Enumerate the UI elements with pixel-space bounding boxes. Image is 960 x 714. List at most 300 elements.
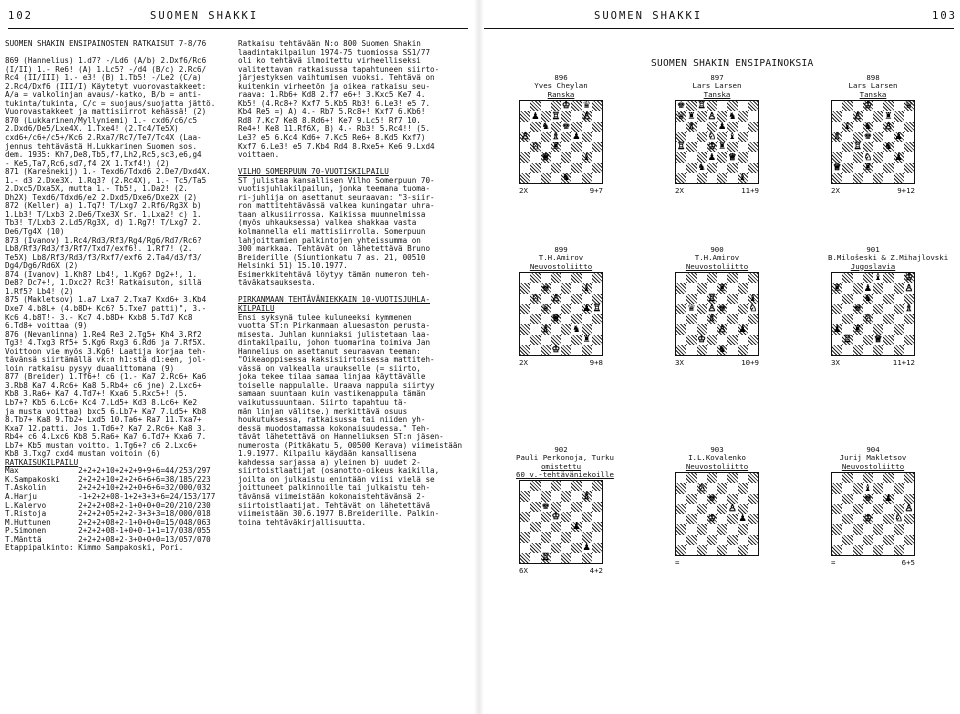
board-square — [863, 142, 873, 152]
board-square — [530, 553, 540, 563]
board-square — [541, 512, 551, 522]
black-knight-icon: ♞ — [728, 110, 737, 122]
problem-num: 899 — [554, 245, 568, 254]
text-line: jennus tehtävästä H.Lukkarinen Suomen sos. — [5, 141, 198, 151]
board-square — [707, 514, 717, 524]
board-square — [883, 483, 893, 493]
board-square — [748, 473, 758, 483]
board-square — [582, 553, 592, 563]
board-square — [520, 101, 530, 111]
board-square — [561, 152, 571, 162]
black-pawn-icon: ♟ — [863, 282, 873, 294]
board-square — [697, 524, 707, 534]
text-line: Vuorovastakkeet ja mattisiirrot kehässä! (2) — [5, 107, 207, 117]
board-square — [717, 142, 727, 152]
text-line: Lb8/Rf3/Rd3/f3/Rf7/Txd7/exf6!. 1.Rf7! (2. — [5, 244, 193, 254]
problem-country: Tanska — [859, 89, 887, 99]
board-square — [853, 304, 863, 314]
board-square — [530, 152, 540, 162]
problem-task: 2X — [519, 358, 528, 367]
white-pawn-icon: ♙ — [904, 503, 914, 515]
text-line: 1.9.1977. Kilpailu käydään kansallisena — [238, 449, 417, 459]
board-square — [832, 514, 842, 524]
board-square — [717, 483, 727, 493]
board-square — [904, 122, 914, 132]
board-square — [686, 545, 696, 555]
black-knight-icon: ♞ — [863, 120, 873, 132]
board-square — [832, 314, 842, 324]
text-line: Lb7+? Kb5 6.Lc6+ Kc4 7.Ld5+ Kd3 8.Lc6+ Ke2 — [5, 397, 198, 407]
problem-country: Tanska — [703, 89, 731, 99]
text-line: Lb7+ Kb5 mustan voitto. 1.Tg6+? c6 2.Lxc6+ — [5, 440, 198, 450]
board-square — [541, 491, 551, 501]
white-queen-icon: ♕ — [541, 151, 550, 163]
board-square — [842, 273, 852, 283]
board-square — [853, 514, 863, 524]
board-square — [707, 473, 717, 483]
board-square — [717, 494, 727, 504]
board-square — [686, 524, 696, 534]
problem-country: omistettu — [540, 461, 582, 471]
board-square — [676, 483, 686, 493]
board-square — [561, 324, 571, 334]
text-line: 870 (Lukkarinen/Myllyniemi) 1.- cxd6/c6/c5 — [5, 115, 198, 125]
board-square — [894, 294, 904, 304]
board-square — [686, 473, 696, 483]
board-square — [571, 173, 581, 183]
board-square — [697, 494, 707, 504]
board-square — [697, 122, 707, 132]
piece-count: 9+12 — [897, 186, 915, 195]
board-square — [904, 283, 914, 293]
piece-count: 6+5 — [901, 558, 915, 567]
problem-num: 901 — [866, 245, 880, 254]
board-square — [592, 173, 602, 183]
board-square — [832, 473, 842, 483]
text-line: Helsinki 51) 15.10.1977. — [238, 261, 348, 271]
board-square — [842, 545, 852, 555]
text-line: ron mattitehtävässä valkea kuningatar uhra- — [238, 201, 435, 211]
white-king-icon: ♔ — [863, 513, 873, 525]
board-square — [873, 524, 883, 534]
board-square — [842, 504, 852, 514]
board-square — [748, 494, 758, 504]
board-square — [697, 514, 707, 524]
board-square — [863, 294, 873, 304]
board-square — [748, 142, 758, 152]
board-square — [727, 345, 737, 355]
board-square — [551, 324, 561, 334]
board-square — [853, 283, 863, 293]
board-square — [530, 163, 540, 173]
text-line: Tb3! T/Lxb3 2.Ld5/Rg3X, d) 1.Rg7! T/Lxg7 2. — [5, 218, 202, 228]
chess-problem — [828, 446, 918, 567]
board-square — [842, 314, 852, 324]
chess-problem — [516, 246, 606, 367]
board-square — [853, 473, 863, 483]
chess-board — [675, 472, 759, 556]
piece-count: 9+8 — [589, 358, 603, 367]
board-square — [686, 152, 696, 162]
board-square — [883, 345, 893, 355]
text-line: vuotta ST:n Pirkanmaan aluesaston perusta- — [238, 321, 431, 331]
problem-country: Neuvostoliitto — [841, 461, 905, 471]
white-knight-icon: ♘ — [697, 482, 706, 494]
black-rook-icon: ♜ — [582, 333, 591, 345]
board-square — [697, 545, 707, 555]
text-line: taan alkusiirrossa. Kaikissa muunnelmissa — [238, 209, 426, 219]
white-pawn-icon: ♙ — [728, 503, 737, 515]
board-square — [530, 345, 540, 355]
board-square — [832, 304, 842, 314]
board-square — [592, 481, 602, 491]
white-rook-icon: ♖ — [676, 141, 686, 153]
text-line: 872 (Keller) a) 1.Tq7! T/Lxg7 2.Rf6/Rg3X b) — [5, 201, 202, 211]
board-square — [530, 491, 540, 501]
text-line: Tg3! 4.Txg3 Rf5+ 5.Kg6 Rxg3 6.Rd6 ja 7.Rf5X. — [5, 338, 207, 348]
board-square — [883, 173, 893, 183]
board-square — [727, 101, 737, 111]
board-square — [883, 514, 893, 524]
black-knight-icon: ♞ — [884, 141, 893, 153]
text-line: 869 (Hannelius) 1.d7? -/Ld6 (A/b) 2.Dxf6/Rc6 — [5, 56, 207, 66]
board-square — [592, 142, 602, 152]
problem-footer — [519, 566, 603, 575]
text-line: Esimerkkitehtävä löytyy tämän numeron teh- — [238, 269, 431, 279]
board-square — [894, 545, 904, 555]
white-bishop-icon: ♗ — [904, 303, 914, 315]
board-square — [717, 163, 727, 173]
board-square — [883, 473, 893, 483]
chess-problem — [516, 445, 614, 575]
board-square — [582, 152, 592, 162]
problem-num: 903 — [710, 445, 724, 454]
white-pawn-icon: ♙ — [582, 110, 591, 122]
board-square — [520, 522, 530, 532]
white-bishop-icon: ♗ — [707, 313, 717, 325]
board-square — [551, 273, 561, 283]
white-king-icon: ♔ — [551, 344, 561, 356]
board-square — [551, 512, 561, 522]
board-square — [582, 163, 592, 173]
board-square — [863, 163, 873, 173]
text-line: De8? Dc7+!, 1.Dxc2? Rc3! Ratkaisuton, sillä — [5, 278, 202, 288]
board-square — [832, 152, 842, 162]
text-line: toina tehtäväkirjallisuutta. — [238, 517, 367, 527]
board-square — [561, 553, 571, 563]
board-square — [592, 553, 602, 563]
piece-count: 11+9 — [741, 186, 759, 195]
board-square — [894, 483, 904, 493]
board-square — [717, 545, 727, 555]
white-rook-icon: ♖ — [843, 333, 852, 345]
text-line: Kb8 3.Ra6+ Ka7 4.Td7+! Kxa6 5.Rxc5+! (5. — [5, 389, 188, 399]
white-pawn-icon: ♙ — [853, 110, 862, 122]
board-square — [541, 522, 551, 532]
board-square — [541, 132, 551, 142]
board-square — [842, 524, 852, 534]
text-line: Hannelius on asettanut seuraavan teeman: — [238, 346, 421, 356]
board-square — [541, 283, 551, 293]
black-knight-icon: ♞ — [561, 172, 571, 184]
board-square — [686, 122, 696, 132]
board-square — [561, 304, 571, 314]
white-pawn-icon: ♙ — [904, 282, 914, 294]
board-square — [592, 152, 602, 162]
white-queen-icon: ♕ — [728, 151, 737, 163]
board-square — [873, 335, 883, 345]
board-square — [748, 335, 758, 345]
board-square — [873, 473, 883, 483]
text-line: dem. 1935: Kh7,De8,Tb5,f7,Lh2,Rc5,sc3,e6,g4 — [5, 150, 202, 160]
header-rule — [484, 28, 954, 29]
text-line: 1.Rf5? Lb4! (2) — [5, 286, 74, 296]
board-square — [541, 553, 551, 563]
black-pawn-icon: ♟ — [572, 521, 581, 533]
board-square — [582, 481, 592, 491]
board-square — [727, 163, 737, 173]
chess-board — [675, 100, 759, 184]
board-square — [686, 535, 696, 545]
board-square — [707, 345, 717, 355]
board-square — [520, 111, 530, 121]
board-square — [582, 491, 592, 501]
board-square — [686, 163, 696, 173]
board-square — [853, 494, 863, 504]
white-pawn-icon: ♙ — [520, 131, 530, 143]
board-square — [717, 314, 727, 324]
board-square — [727, 335, 737, 345]
board-square — [738, 142, 748, 152]
board-square — [738, 545, 748, 555]
board-square — [883, 152, 893, 162]
board-square — [707, 273, 717, 283]
text-line: 1.- d3 2.Dxe3X. 1.Rq3? (2.Rc4X), 1.- Tc5/Ta5 — [5, 175, 207, 185]
black-pawn-icon: ♟ — [884, 492, 893, 504]
board-square — [894, 273, 904, 283]
problem-caption — [828, 245, 949, 272]
board-square — [894, 345, 904, 355]
board-square — [863, 473, 873, 483]
board-square — [697, 111, 707, 121]
board-square — [883, 111, 893, 121]
problem-task: 2X — [519, 186, 528, 195]
board-square — [883, 142, 893, 152]
board-square — [748, 535, 758, 545]
board-square — [842, 324, 852, 334]
board-square — [842, 335, 852, 345]
board-square — [873, 163, 883, 173]
text-line: toiselle nappulalle. Uraava nappula siirtyy — [238, 380, 435, 390]
board-square — [530, 335, 540, 345]
white-king-icon: ♔ — [707, 141, 717, 153]
board-square — [904, 524, 914, 534]
board-square — [883, 101, 893, 111]
problem-footer — [675, 186, 759, 195]
board-square — [904, 514, 914, 524]
board-square — [541, 324, 551, 334]
board-square — [738, 173, 748, 183]
text-line: A.Harju -1+2+2+08-1+2+3+3+6=24/153/177 — [5, 491, 216, 501]
problem-num: 900 — [710, 245, 724, 254]
board-square — [727, 273, 737, 283]
board-square — [873, 142, 883, 152]
board-square — [727, 324, 737, 334]
board-square — [571, 163, 581, 173]
black-pawn-icon: ♟ — [894, 131, 903, 143]
board-square — [676, 514, 686, 524]
board-square — [873, 122, 883, 132]
white-knight-icon: ♘ — [531, 141, 540, 153]
board-square — [520, 543, 530, 553]
problem-num: 898 — [866, 73, 880, 82]
board-square — [697, 473, 707, 483]
board-square — [541, 163, 551, 173]
board-square — [551, 553, 561, 563]
board-square — [842, 132, 852, 142]
board-square — [738, 494, 748, 504]
board-square — [520, 314, 530, 324]
board-square — [582, 111, 592, 121]
black-pawn-icon: ♟ — [531, 110, 540, 122]
problem-country2: 60 v.-tehtäväniekoille — [516, 470, 614, 480]
board-square — [571, 152, 581, 162]
white-bishop-icon: ♗ — [541, 323, 550, 335]
board-square — [541, 335, 551, 345]
white-king-icon: ♔ — [904, 272, 914, 284]
text-line: A/a = valkolinjan avaus/-katko, B/b = anti- — [5, 90, 202, 100]
board-square — [520, 132, 530, 142]
board-square — [904, 545, 914, 555]
board-square — [686, 111, 696, 121]
text-line: 871 (Karešnekij) 1.- Texd6/Tdxd6 2.De7/Dxd4X. — [5, 167, 211, 177]
problem-footer — [831, 558, 915, 567]
black-rook-icon: ♜ — [717, 282, 727, 294]
black-pawn-icon: ♟ — [582, 541, 591, 553]
board-square — [697, 504, 707, 514]
board-square — [697, 294, 707, 304]
black-queen-icon: ♛ — [582, 100, 591, 112]
board-square — [904, 535, 914, 545]
text-line: SUOMEN SHAKIN ENSIPAINOSTEN RATKAISUT 7-8/76 — [5, 40, 207, 48]
board-square — [697, 324, 707, 334]
chess-board — [831, 472, 915, 556]
board-square — [676, 152, 686, 162]
board-square — [842, 163, 852, 173]
text-line: houkutuksessa, ratkaisussa tai niiden yh- — [238, 415, 426, 425]
board-square — [707, 152, 717, 162]
board-square — [520, 553, 530, 563]
board-square — [727, 545, 737, 555]
white-rook-icon: ♖ — [592, 303, 602, 315]
white-pawn-icon: ♙ — [551, 292, 561, 304]
page-number: 102 — [8, 10, 33, 22]
text-line: joka tekee tilaa samaa linjaa käyttävälle — [238, 372, 426, 382]
white-rook-icon: ♖ — [551, 110, 561, 122]
white-knight-icon: ♘ — [863, 151, 873, 163]
board-square — [842, 152, 852, 162]
board-square — [530, 532, 540, 542]
board-square — [748, 314, 758, 324]
board-square — [697, 535, 707, 545]
board-square — [738, 314, 748, 324]
board-square — [727, 152, 737, 162]
board-square — [717, 273, 727, 283]
board-square — [530, 111, 540, 121]
problem-author: B.Milošeski & Z.Mihajlovski — [828, 253, 949, 263]
text-line: VILHO SOMERPUUN 70-VUOTISKILPAILU — [238, 167, 389, 177]
board-square — [676, 122, 686, 132]
text-line: Dxe7 4.b8L+ (4.b8D+ Kc6? 5.Txe7 patti)", 3.- — [5, 303, 207, 313]
board-square — [738, 514, 748, 524]
board-square — [686, 101, 696, 111]
board-square — [571, 273, 581, 283]
black-king-icon: ♚ — [717, 303, 727, 315]
board-square — [853, 535, 863, 545]
text-line: Max 2+2+2+10+2+2+9+9+6=44/253/297 — [5, 466, 211, 476]
black-queen-icon: ♛ — [676, 110, 686, 122]
board-square — [520, 481, 530, 491]
board-square — [592, 324, 602, 334]
white-knight-icon: ♘ — [707, 131, 717, 143]
text-line: M.Huttunen 2+2+2+08+2-1+0+0+0=15/048/063 — [5, 517, 211, 527]
board-square — [883, 504, 893, 514]
board-square — [697, 335, 707, 345]
board-square — [561, 132, 571, 142]
board-square — [717, 173, 727, 183]
board-square — [894, 324, 904, 334]
white-bishop-icon: ♗ — [832, 131, 842, 143]
board-square — [853, 524, 863, 534]
text-line: kuitenkin virheetön ja oikea ratkaisu seu- — [238, 81, 431, 91]
board-square — [853, 483, 863, 493]
board-square — [551, 283, 561, 293]
text-line: Voittoon vie myös 3.Kg6! Laatija korjaa teh- — [5, 346, 207, 356]
problem-task: = — [831, 558, 836, 567]
board-square — [738, 473, 748, 483]
text-line: voittaen. — [238, 150, 280, 160]
problem-country: Neuvostoliitto — [529, 261, 593, 271]
board-square — [582, 304, 592, 314]
board-square — [686, 504, 696, 514]
board-square — [832, 163, 842, 173]
board-square — [883, 535, 893, 545]
board-square — [541, 481, 551, 491]
board-square — [832, 173, 842, 183]
board-square — [592, 273, 602, 283]
board-square — [686, 494, 696, 504]
board-square — [883, 545, 893, 555]
board-square — [592, 304, 602, 314]
text-line: 875 (Makletsov) 1.a7 Lxa7 2.Txa7 Kxd6+ 3.Kb4 — [5, 295, 207, 305]
board-square — [873, 273, 883, 283]
problem-footer — [831, 358, 915, 367]
board-square — [592, 532, 602, 542]
black-pawn-icon: ♟ — [832, 323, 842, 335]
text-line: De6/Tg4X (10) — [5, 227, 65, 237]
board-square — [551, 481, 561, 491]
board-square — [738, 294, 748, 304]
text-line: Etappipalkinto: Kimmo Sampakoski, Pori. — [5, 543, 184, 553]
black-bishop-icon: ♝ — [728, 131, 737, 143]
text-line: misesta. Juhlan kunniaksi julistetaan laa- — [238, 329, 431, 339]
board-square — [697, 283, 707, 293]
board-square — [676, 294, 686, 304]
board-square — [530, 314, 540, 324]
text-line: Kb8 3.Txg7 cxd4 mustan voitoin (6) — [5, 449, 161, 459]
black-knight-icon: ♞ — [863, 292, 873, 304]
text-line: dessä muodostamassa kokonaisuudessa." Teh- — [238, 423, 431, 433]
